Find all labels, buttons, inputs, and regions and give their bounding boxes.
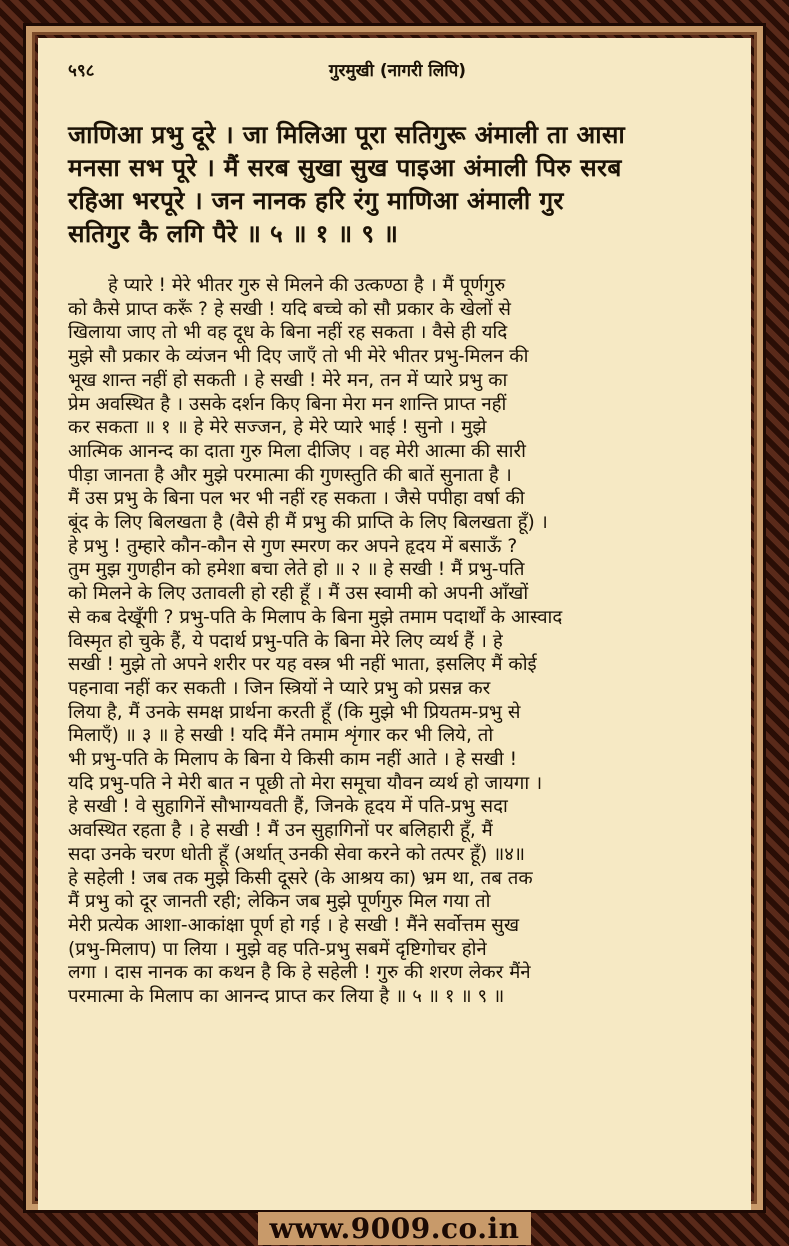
page-number: ५९८ xyxy=(68,61,95,81)
translation-line: बूंद के लिए बिलखता है (वैसे ही मैं प्रभु की प्राप्ति के लिए बिलखता हूँ) । xyxy=(68,512,548,534)
translation-line: पीड़ा जानता है और मुझे परमात्मा की गुणस्तुति की बातें सुनाता है । xyxy=(68,464,512,486)
translation-line: प्रेम अवस्थित है । उसके दर्शन किए बिना मेरा मन शान्ति प्राप्त नहीं xyxy=(68,393,507,415)
translation-line: मेरी प्रत्येक आशा-आकांक्षा पूर्ण हो गई । हे सखी ! मैंने सर्वोत्तम सुख xyxy=(68,914,520,936)
verse-line: सतिगुर कै लगि पैरे ॥ ५ ॥ १ ॥ ९ ॥ xyxy=(68,219,399,248)
translation-line: सदा उनके चरण धोती हूँ (अर्थात् उनकी सेवा करने को तत्पर हूँ) ॥४॥ xyxy=(68,843,526,865)
translation-line: मुझे सौ प्रकार के व्यंजन भी दिए जाएँ तो भी मेरे भीतर प्रभु-मिलन की xyxy=(68,346,529,368)
verse-block xyxy=(68,118,727,250)
translation-line: लिया है, मैं उनके समक्ष प्रार्थना करती हूँ (कि मुझे भी प्रियतम-प्रभु से xyxy=(68,701,521,723)
translation-line: आत्मिक आनन्द का दाता गुरु मिला दीजिए । वह मेरी आत्मा की सारी xyxy=(68,440,526,462)
translation-line: तुम मुझ गुणहीन को हमेशा बचा लेते हो ॥ २ ॥ हे सखी ! मैं प्रभु-पति xyxy=(68,559,525,581)
translation-line: मिलाएँ) ॥ ३ ॥ हे सखी ! यदि मैंने तमाम शृंगार कर भी लिये, तो xyxy=(68,725,494,747)
translation-line: से कब देखूँगी ? प्रभु-पति के मिलाप के बिना मुझे तमाम पदार्थों के आस्वाद xyxy=(68,606,563,628)
translation-line: मैं उस प्रभु के बिना पल भर भी नहीं रह सकता । जैसे पपीहा वर्षा की xyxy=(68,488,525,510)
translation-line: सखी ! मुझे तो अपने शरीर पर यह वस्त्र भी नहीं भाता, इसलिए मैं कोई xyxy=(68,654,537,676)
translation-line: भी प्रभु-पति के मिलाप के बिना ये किसी काम नहीं आते । हे सखी ! xyxy=(68,749,518,771)
translation-line: अवस्थित रहता है । हे सखी ! मैं उन सुहागिनों पर बलिहारी हूँ, मैं xyxy=(68,820,493,842)
translation-line: कर सकता ॥ १ ॥ हे मेरे सज्जन, हे मेरे प्यारे भाई ! सुनो । मुझे xyxy=(68,417,487,439)
translation-line: यदि प्रभु-पति ने मेरी बात न पूछी तो मेरा समूचा यौवन व्यर्थ हो जायगा । xyxy=(68,772,543,794)
translation-line: हे सखी ! वे सुहागिनें सौभाग्यवती हैं, जिनके हृदय में पति-प्रभु सदा xyxy=(68,796,508,818)
translation-line: हे प्यारे ! मेरे भीतर गुरु से मिलने की उत्कण्ठा है । मैं पूर्णगुरु xyxy=(108,275,506,296)
page-header xyxy=(68,54,727,84)
translation-line: को मिलने के लिए उतावली हो रही हूँ । मैं उस स्वामी को अपनी आँखों xyxy=(68,583,529,605)
footer xyxy=(0,1212,789,1246)
translation-line: पहनावा नहीं कर सकती । जिन स्त्रियों ने प्यारे प्रभु को प्रसन्न कर xyxy=(68,677,491,699)
translation-line: लगा । दास नानक का कथन है कि हे सहेली ! गुरु की शरण लेकर मैंने xyxy=(68,962,531,984)
verse-line: रहिआ भरपूरे । जन नानक हरि रंगु माणिआ अंमाली गुर xyxy=(68,186,564,215)
site-url: www.9009.co.in xyxy=(258,1212,532,1245)
book-page xyxy=(38,38,751,1210)
translation-line: को कैसे प्राप्त करूँ ? हे सखी ! यदि बच्चे को सौ प्रकार के खेलों से xyxy=(68,298,511,320)
translation-block xyxy=(68,274,727,1009)
translation-line: हे प्रभु ! तुम्हारे कौन-कौन से गुण स्मरण कर अपने हृदय में बसाऊँ ? xyxy=(68,535,518,557)
translation-line: भूख शान्त नहीं हो सकती । हे सखी ! मेरे मन, तन में प्यारे प्रभु का xyxy=(68,369,508,391)
page-header-title: गुरमुखी (नागरी लिपि) xyxy=(328,61,467,81)
verse-line: मनसा सभ पूरे । मैं सरब सुखा सुख पाइआ अंमाली पिरु सरब xyxy=(68,153,622,182)
translation-line: विस्मृत हो चुके हैं, ये पदार्थ प्रभु-पति के बिना मेरे लिए व्यर्थ हैं । हे xyxy=(68,630,503,652)
translation-line: खिलाया जाए तो भी वह दूध के बिना नहीं रह सकता । वैसे ही यदि xyxy=(68,322,508,344)
translation-line: परमात्मा के मिलाप का आनन्द प्राप्त कर लिया है ॥ ५ ॥ १ ॥ ९ ॥ xyxy=(68,986,505,1008)
translation-line: मैं प्रभु को दूर जानती रही; लेकिन जब मुझे पूर्णगुरु मिल गया तो xyxy=(68,891,491,913)
translation-line: हे सहेली ! जब तक मुझे किसी दूसरे (के आश्रय का) भ्रम था, तब तक xyxy=(68,867,533,889)
translation-line: (प्रभु-मिलाप) पा लिया । मुझे वह पति-प्रभु सबमें दृष्टिगोचर होने xyxy=(68,938,487,960)
verse-line: जाणिआ प्रभु दूरे । जा मिलिआ पूरा सतिगुरू अंमाली ता आसा xyxy=(68,120,626,149)
